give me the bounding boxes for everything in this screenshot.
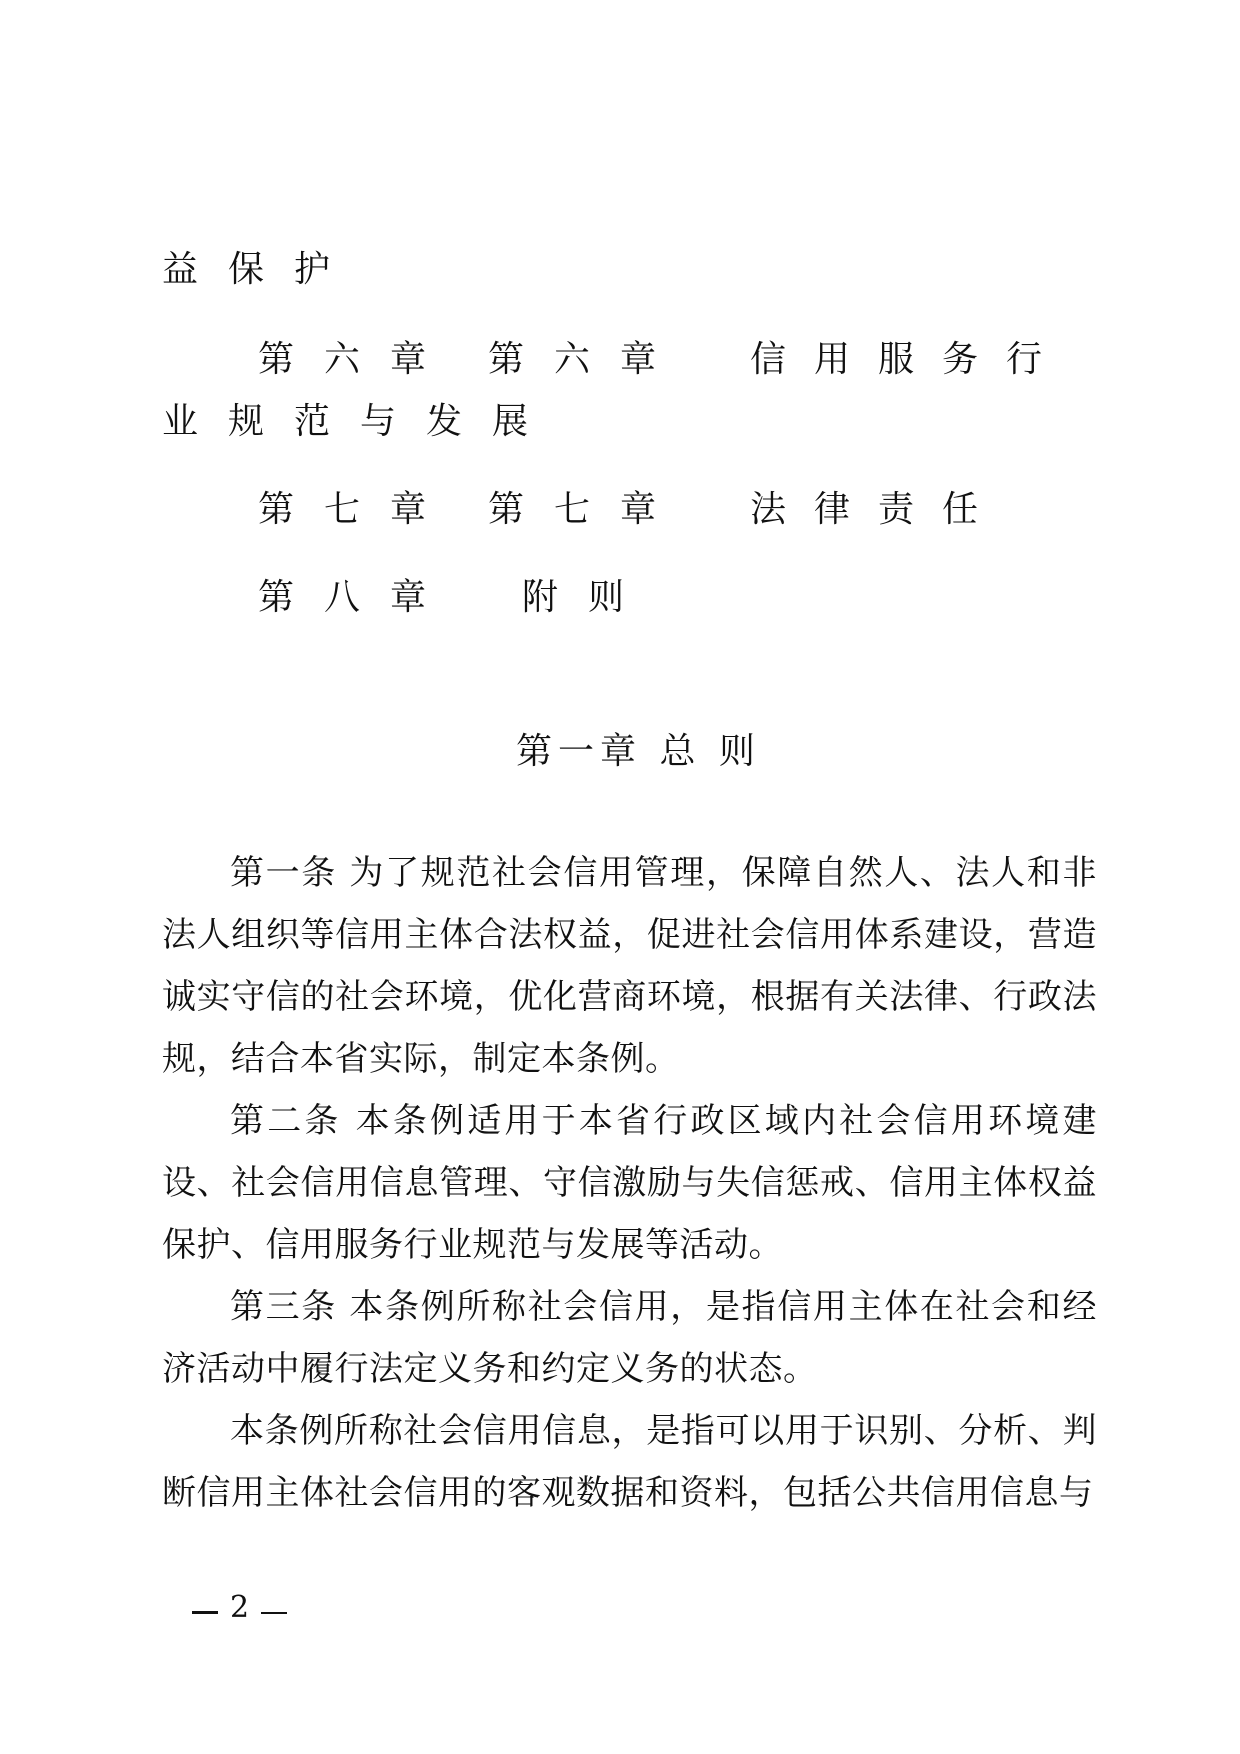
page-number-dash-right [261, 1612, 287, 1614]
article-3: 第三条 本条例所称社会信用，是指信用主体在社会和经济活动中履行法定义务和约定义务的状态。 [162, 1287, 1097, 1389]
article-3-paragraph-2: 本条例所称社会信用信息，是指可以用于识别、分析、判断信用主体社会信用的客观数据和资料，包括公共信用信息与 [162, 1411, 1097, 1513]
chapter-heading: 第一章 总 则 [516, 731, 761, 772]
toc-ch6-label-a: 第六章 [258, 339, 457, 380]
toc-ch8-title: 附则 [522, 577, 655, 618]
toc-ch7-label-a: 第七章 [258, 489, 457, 530]
page-number-dash-left [192, 1611, 218, 1614]
toc-ch8-label: 第八章 [258, 577, 457, 618]
toc-ch7-label-b: 第七章 [488, 489, 687, 530]
page-footer [192, 1590, 287, 1625]
toc-ch6-title-part2: 业规范与发展 [162, 401, 559, 442]
toc-ch6-label-b: 第六章 [488, 339, 687, 380]
toc-ch7-title: 法律责任 [750, 489, 1007, 530]
article-2: 第二条 本条例适用于本省行政区域内社会信用环境建设、社会信用信息管理、守信激励与失信惩戒、信用主体权益保护、信用服务行业规范与发展等活动。 [162, 1101, 1097, 1265]
page-number: 2 [230, 1590, 250, 1625]
article-body [162, 842, 1097, 1524]
article-1: 第一条 为了规范社会信用管理，保障自然人、法人和非法人组织等信用主体合法权益，促进社会信用体系建设，营造诚实守信的社会环境，优化营商环境，根据有关法律、行政法规，结合本省实际，制定本条例。 [162, 853, 1097, 1079]
toc-line-continuation: 益保护 [162, 249, 361, 290]
toc-ch6-title-part1: 信用服务行 [750, 339, 1071, 380]
